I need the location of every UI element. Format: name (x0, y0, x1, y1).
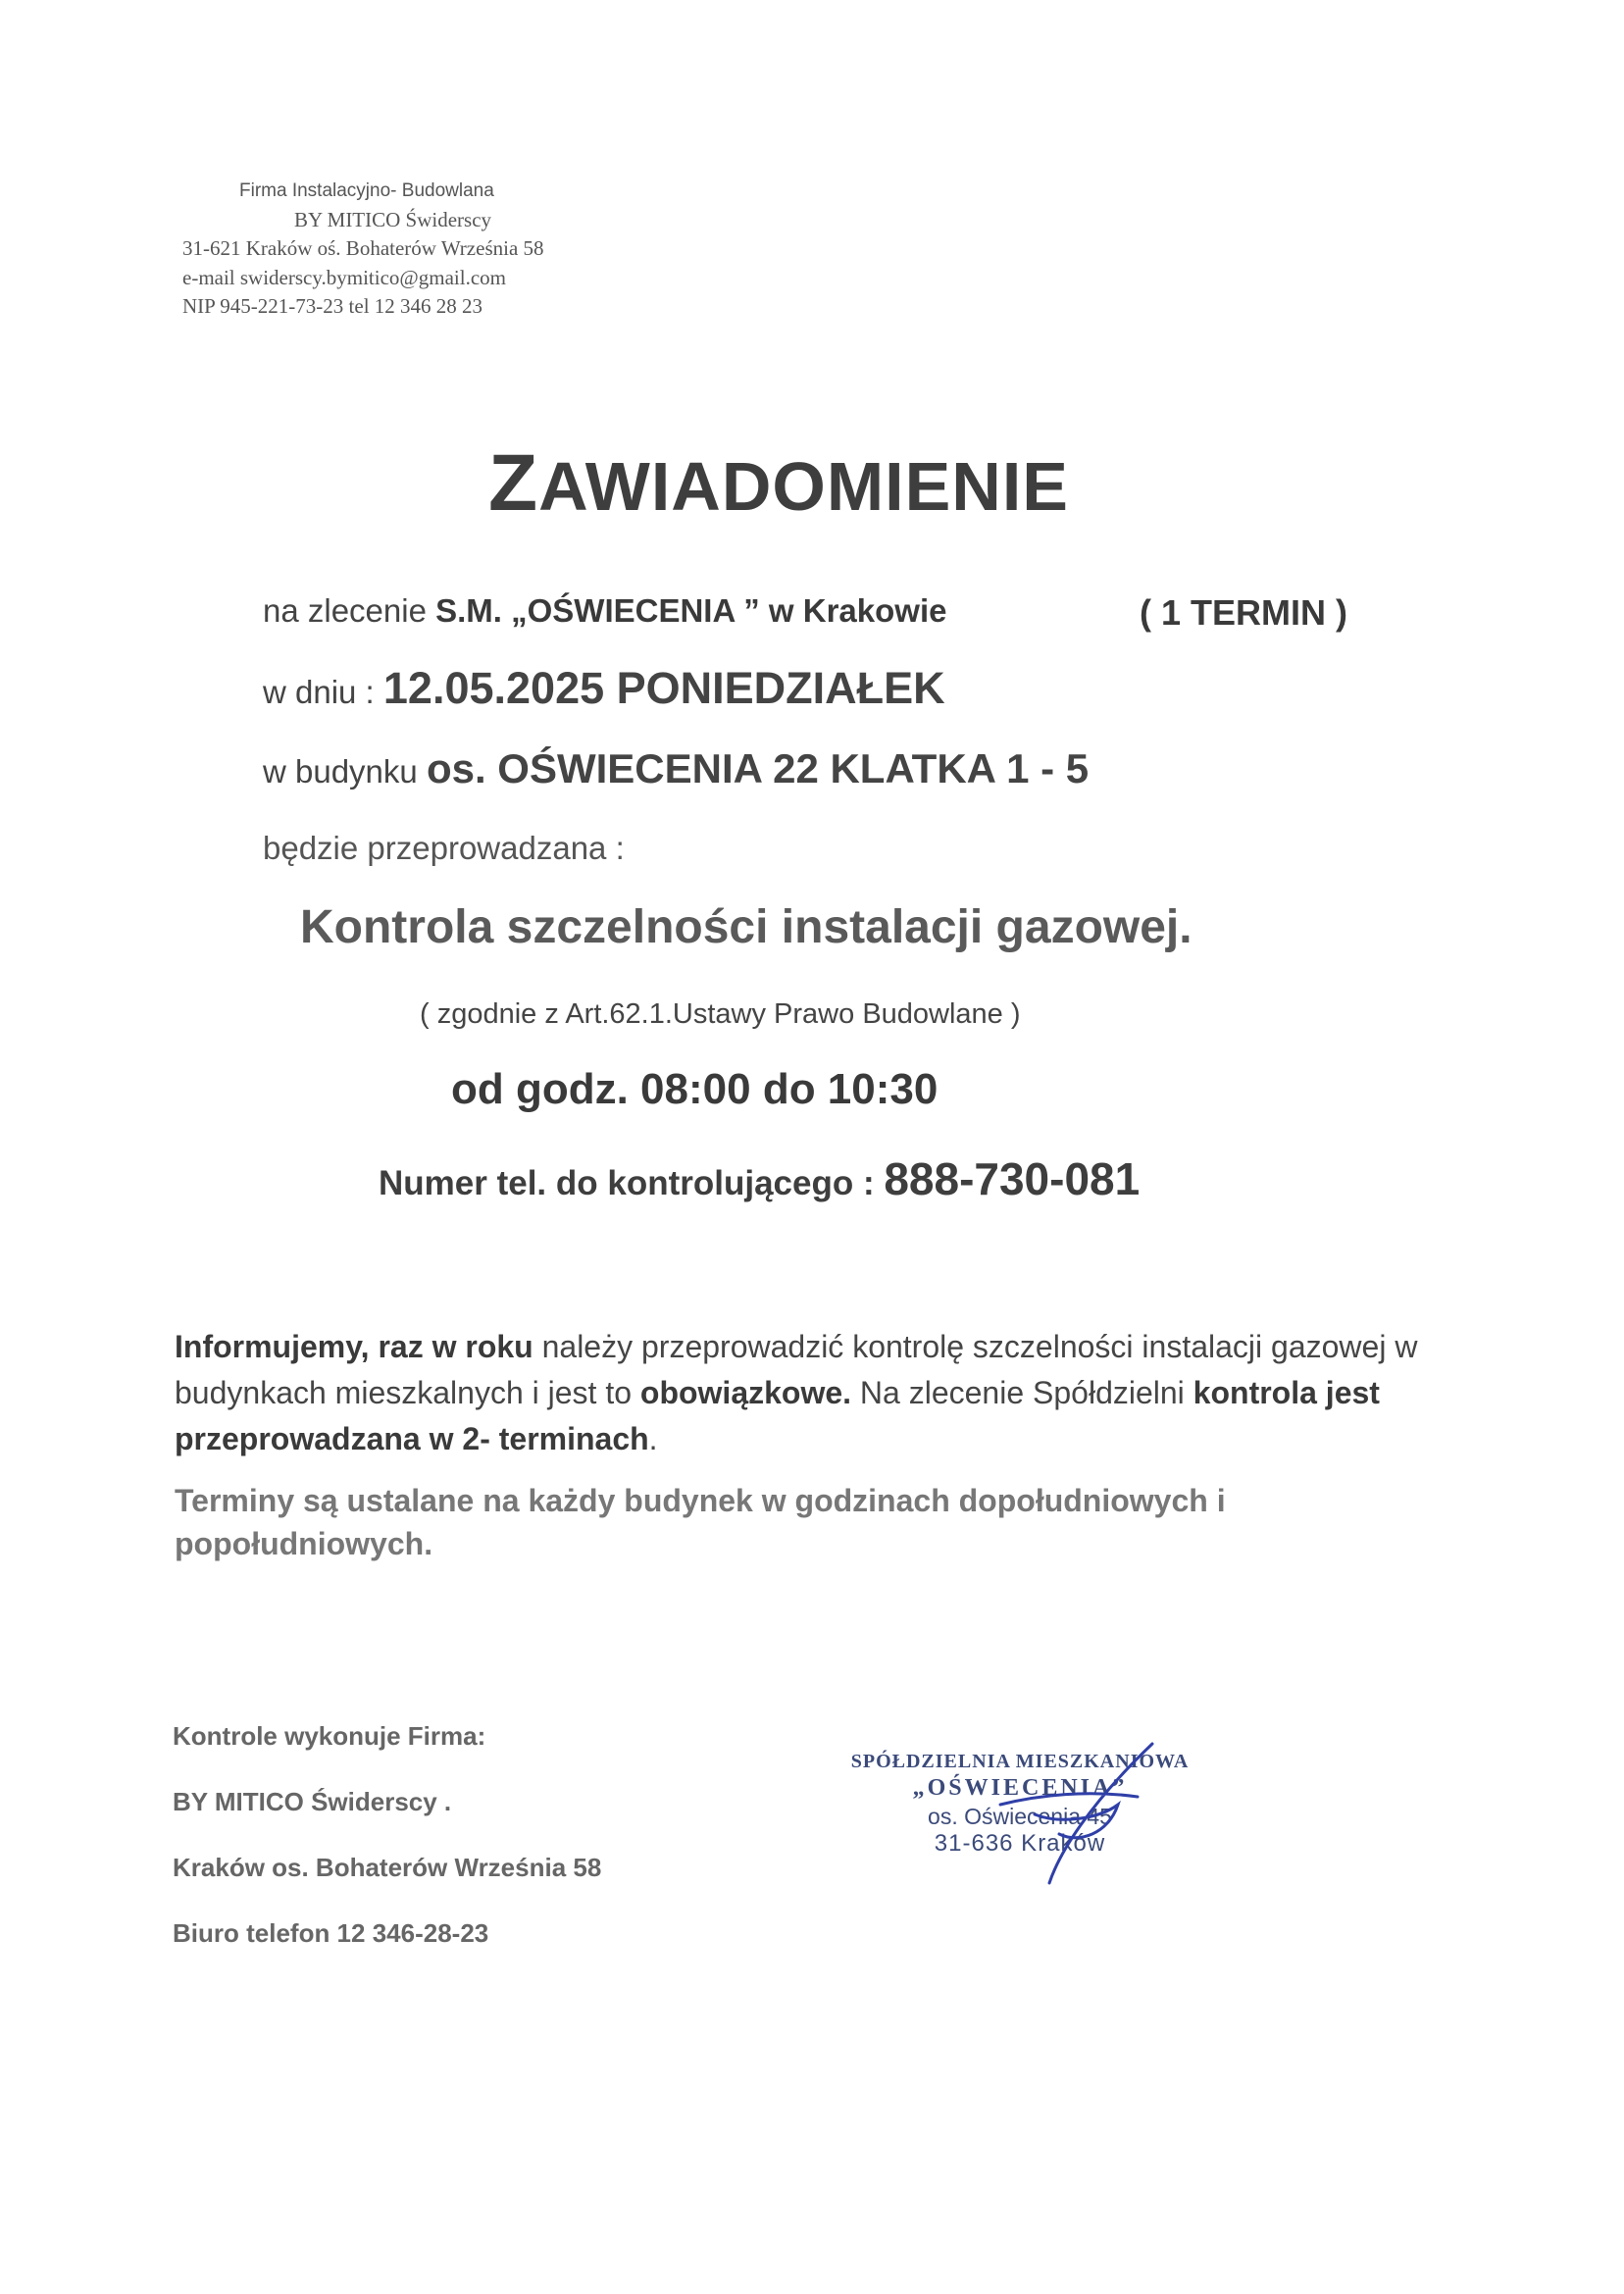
title-rest: AWIADOMIENIE (538, 448, 1069, 525)
order-term: ( 1 TERMIN ) (1140, 592, 1347, 633)
letterhead-company-type: Firma Instalacyjno- Budowlana (239, 180, 494, 201)
inspection-hours: od godz. 08:00 do 10:30 (451, 1065, 939, 1113)
info-paragraph (175, 1324, 1449, 1462)
letterhead-nip-phone: NIP 945-221-73-23 tel 12 346 28 23 (182, 294, 483, 318)
stamp-line-2: „OŚWIECENIA” (912, 1775, 1128, 1801)
conducted-line: będzie przeprowadzana : (263, 830, 625, 866)
info-text-2: Na zlecenie Spółdzielni (851, 1375, 1193, 1410)
date-prefix: w dniu : (263, 674, 383, 710)
order-prefix: na zlecenie (263, 592, 436, 629)
building-line (263, 745, 1089, 792)
date-value: 12.05.2025 PONIEDZIAŁEK (382, 663, 945, 713)
contact-line (379, 1152, 1140, 1205)
footer-line-3: Kraków os. Bohaterów Września 58 (173, 1853, 602, 1882)
date-line (263, 663, 945, 714)
footer-line-2: BY MITICO Świderscy . (173, 1787, 452, 1816)
info-text-1: należy przeprowadzić kontrolę szczelności instalacji gazowej w budynkach mieszkalnych i jest to (175, 1329, 1418, 1410)
title-first-letter: Z (488, 438, 539, 528)
contact-label: Numer tel. do kontrolującego : (379, 1164, 885, 1202)
footer-contractor (173, 1721, 601, 1984)
info-schedule-paragraph: Terminy są ustalane na każdy budynek w godzinach dopołudniowych i popołudniowych. (175, 1483, 1226, 1561)
letterhead-address: 31-621 Kraków oś. Bohaterów Września 58 (182, 236, 544, 260)
signature-icon (941, 1736, 1196, 1893)
document-title (488, 437, 1069, 530)
stamp-line-4: 31-636 Kraków (934, 1830, 1106, 1857)
order-client: S.M. „OŚWIECENIA ” w Krakowie (435, 592, 947, 629)
info-bold-3: kontrola jest przeprowadzana w 2- terminach (175, 1375, 1380, 1456)
order-line (263, 592, 947, 630)
stamp-line-3: os. Oświecenia 45 (928, 1804, 1112, 1829)
letterhead-company-name: BY MITICO Świderscy (294, 207, 492, 231)
letterhead-email: e-mail swiderscy.bymitico@gmail.com (182, 265, 506, 289)
building-prefix: w budynku (263, 753, 427, 790)
building-value: os. OŚWIECENIA 22 KLATKA 1 - 5 (426, 745, 1090, 791)
letterhead (182, 177, 634, 322)
info-text-3: . (648, 1421, 658, 1456)
info-bold-1: Informujemy, raz w roku (175, 1329, 533, 1364)
footer-line-4: Biuro telefon 12 346-28-23 (173, 1918, 489, 1948)
inspection-title: Kontrola szczelności instalacji gazowej. (300, 901, 1193, 953)
legal-basis: ( zgodnie z Art.62.1.Ustawy Prawo Budowlane ) (420, 998, 1021, 1030)
contact-phone: 888-730-081 (884, 1153, 1141, 1204)
footer-line-1: Kontrole wykonuje Firma: (173, 1721, 486, 1751)
info-bold-2: obowiązkowe. (639, 1375, 852, 1410)
stamp-line-1: SPÓŁDZIELNIA MIESZKANIOWA (850, 1751, 1190, 1772)
